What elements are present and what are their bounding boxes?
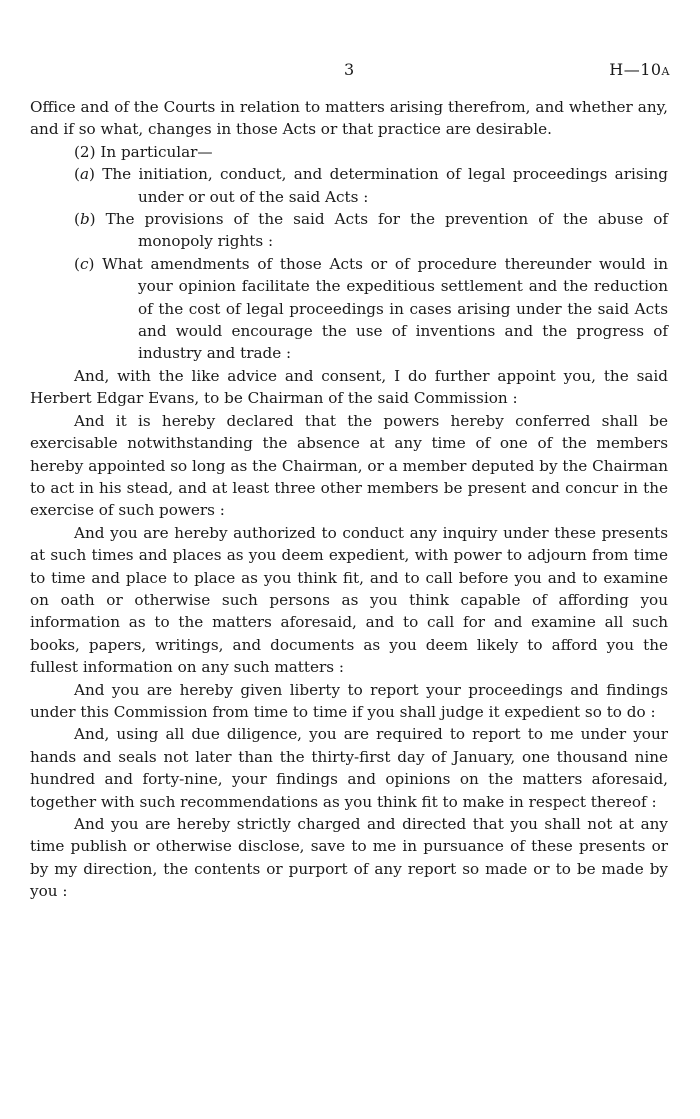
paragraph-continuation: Office and of the Courts in relation to matters arising therefrom, and whether any, and if so what, changes in those Acts or that practice are desirable. [30, 98, 668, 139]
list-item-c: (c) What amendments of those Acts or of procedure thereunder would in your opinion facilitate the expeditious settlement and the reduction of the cost of legal proceedings in cases arising under the said Acts and would encourage the use of inventions and the progress of industry and trade : [74, 254, 668, 363]
list-item-c-text: What amendments of those Acts or of procedure thereunder would in your opinion facilitate the expeditious settlement and the reduction of the cost of legal proceedings in cases arising under the said Acts and would encourage the use of inventions and the progress of industry and trade : [94, 254, 668, 363]
paragraph-chairman-appointment: And, with the like advice and consent, I do further appoint you, the said Herbert Edgar Evans, to be Chairman of the said Commission : [30, 366, 668, 408]
list-item-a: (a) The initiation, conduct, and determination of legal proceedings arising under or out of the said Acts : [74, 165, 668, 206]
document-body [30, 96, 668, 903]
list-item-c-letter: c [79, 254, 89, 273]
paragraph-interim-reports: And you are hereby given liberty to report your proceedings and findings under this Commission from time to time if you shall judge it expedient so to do : [30, 680, 668, 721]
document-reference-suffix: A [661, 65, 670, 78]
list-item-a-letter: a [79, 165, 89, 184]
list-item-a-text: The initiation, conduct, and determination of legal proceedings arising under or out of the said Acts : [94, 165, 668, 206]
page-number: 3 [344, 60, 355, 79]
paragraph-inquiry-authority: And you are hereby authorized to conduct any inquiry under these presents at such times and places as you deem expedient, with power to adjourn from time to time and place to place as you think fit, and to call before you and to examine on oath or otherwise such persons as you think capable of affording you information as to the matters aforesaid, and to call for and examine all such books, papers, writings, and documents as you deem likely to afford you the fullest information on any such matters : [30, 523, 668, 677]
document-reference [609, 60, 670, 79]
document-reference-main: H—10 [609, 60, 662, 79]
list-item-b-letter: b [79, 210, 90, 229]
paragraph-report-deadline: And, using all due diligence, you are required to report to me under your hands and seals not later than the thirty-first day of January, one thousand nine hundred and forty-nine, your findings and opinions on the matters aforesaid, together with such recommendations as you think fit to make in respect thereof : [30, 725, 668, 811]
list-item-b-text: The provisions of the said Acts for the prevention of the abuse of monopoly rights : [95, 210, 668, 251]
paragraph-in-particular: (2) In particular— [74, 142, 213, 161]
list-item-b: (b) The provisions of the said Acts for the prevention of the abuse of monopoly rights : [74, 210, 668, 251]
page-header [0, 60, 700, 82]
paragraph-confidentiality: And you are hereby strictly charged and directed that you shall not at any time publish or otherwise disclose, save to me in pursuance of these presents or by my direction, the contents or purport of any report so made or to be made by you : [30, 815, 668, 901]
paragraph-powers-quorum: And it is hereby declared that the powers hereby conferred shall be exercisable notwithstanding the absence at any time of one of the members hereby appointed so long as the Chairman, or a member deputed by the Chairman to act in his stead, and at least three other members be present and concur in the exercise of such powers : [30, 411, 668, 520]
